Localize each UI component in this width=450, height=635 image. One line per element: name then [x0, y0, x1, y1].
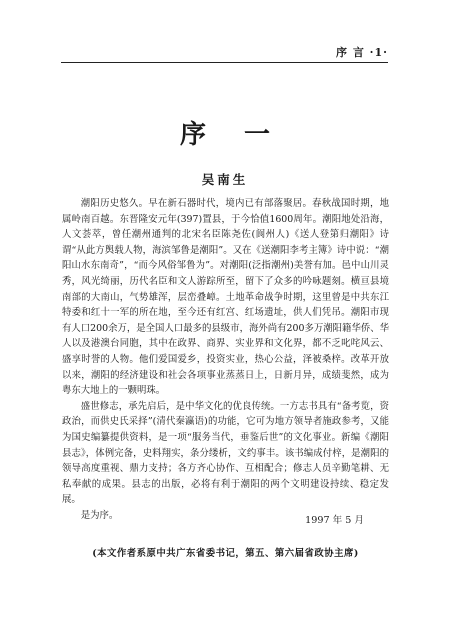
header-rule: [61, 62, 388, 63]
paragraph-2: 盛世修志，承先启后，是中华文化的优良传统。一方志书具有“备考览，资政治，而供史氏采择”(清代秦瀛语)的功能，它可为地方领导者施政参考，又能为国史编纂提供资料，是一项“服务当代，垂鉴后世”的文化事业。新编《潮阳县志》，体例完备，史料翔实，条分缕析，文约事丰。该书编成付梓，是潮阳的领导高度重视、鼎力支持；各方齐心协作、互相配合；修志人员辛勤笔耕、无私奉献的成果。县志的出版，必将有利于潮阳的两个文明建设持续、稳定发展。: [62, 400, 389, 506]
page-title: 序一: [179, 120, 308, 150]
author-name: 吴南生: [201, 172, 249, 187]
date-line: 1997 年 5 月: [305, 515, 364, 526]
signoff: 是为序。: [80, 509, 119, 521]
body-text: [62, 196, 389, 523]
author-footnote: (本文作者系原中共广东省委书记，第五、第六届省政协主席): [92, 548, 359, 559]
running-header: 序 言 ·1·: [336, 46, 388, 59]
paragraph-1: 潮阳历史悠久。早在新石器时代，境内已有部落聚居。春秋战国时期，地属岭南百越。东晋隆安元年(397)置县，于今恰值1600周年。潮阳地处沿海，人文荟萃，曾任潮州通判的北宋名臣陈尧佐(阆州人)《送人登第归潮阳》诗谓“从此方舆载人物，海滨邹鲁是潮阳”。又在《送潮阳李考主簿》诗中说：“潮阳山水东南奇”，“而今风俗邹鲁为”。对潮阳(泛指潮州)美誉有加。邑中山川灵秀，风光绮丽，历代名臣和文人游踪所至，留下了众多的吟咏题刻。横亘县境南部的大南山，气势雄浑，层峦叠嶂。土地革命战争时期，这里曾是中共东江特委和红十一军的所在地，至今还有红宫、红场遗址，供人们凭吊。潮阳市现有人口200余万，是全国人口最多的县级市，海外尚有200多万潮阳籍华侨、华人以及港澳台同胞，其中在政界、商界、实业界和文化界，都不乏叱咤风云、盛享时誉的人物。他们爱国爱乡，投资实业，热心公益，泽被桑梓。改革开放以来，潮阳的经济建设和社会各项事业蒸蒸日上，日新月异，成绩斐然，成为粤东大地上的一颗明珠。: [62, 198, 389, 397]
